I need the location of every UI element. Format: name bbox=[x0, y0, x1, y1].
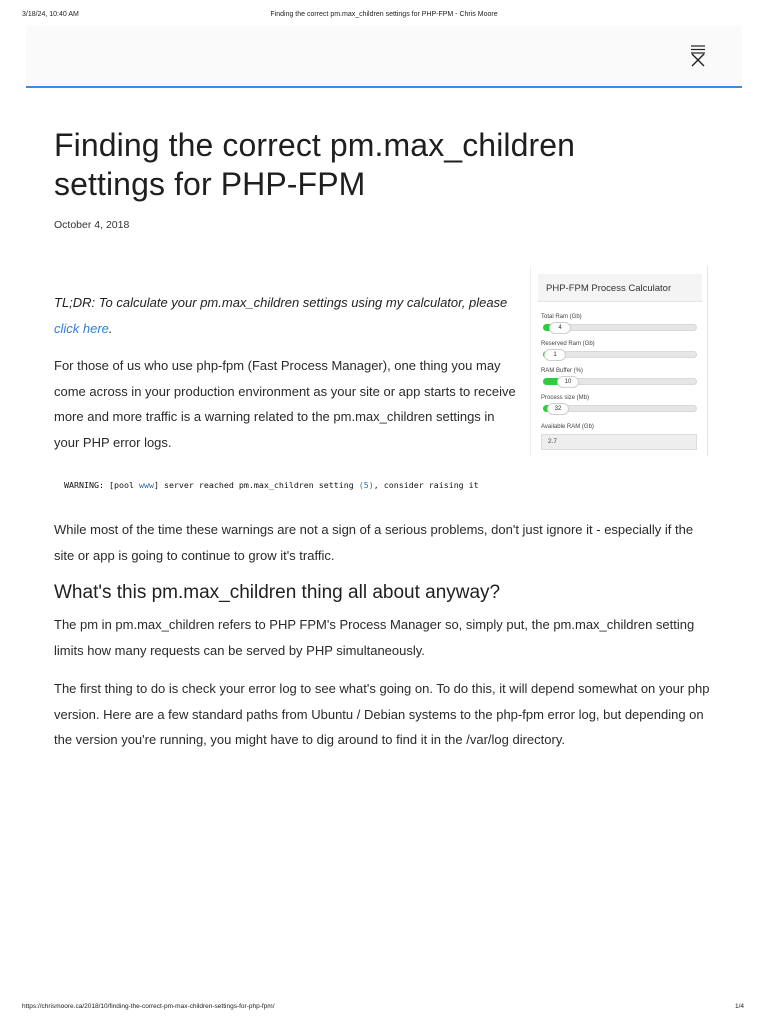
print-header bbox=[0, 11, 768, 23]
calc-field-label: Reserved Ram (Gb) bbox=[541, 341, 595, 347]
slider-handle: 4 bbox=[549, 322, 571, 334]
print-datetime: 3/18/24, 10:40 AM bbox=[22, 11, 79, 18]
code-token: ( bbox=[358, 480, 364, 490]
print-footer bbox=[0, 1003, 768, 1015]
section-heading: What's this pm.max_children thing all about anyway? bbox=[54, 582, 501, 603]
print-doc-title: Finding the correct pm.max_children settings for PHP-FPM - Chris Moore bbox=[270, 11, 498, 18]
slider-handle: 32 bbox=[547, 403, 569, 415]
code-block bbox=[64, 480, 479, 490]
site-header bbox=[26, 26, 742, 88]
code-token: ) bbox=[368, 480, 374, 490]
code-token: www bbox=[138, 480, 154, 490]
calc-field-label: Process size (Mb) bbox=[541, 395, 590, 401]
tldr-text: TL;DR: To calculate your pm.max_children settings using my calculator, please bbox=[54, 295, 508, 310]
code-token: [pool bbox=[108, 480, 139, 490]
slider-handle: 1 bbox=[544, 349, 566, 361]
code-token: WARNING: bbox=[64, 480, 109, 490]
post-title: Finding the correct pm.max_children settings for PHP-FPM bbox=[54, 127, 576, 202]
calc-field-ram-buffer bbox=[541, 368, 699, 390]
calc-field-total-ram bbox=[541, 314, 699, 336]
menu-close-icon[interactable] bbox=[690, 44, 706, 68]
print-page-number: 1/4 bbox=[734, 1003, 744, 1010]
calc-field-process-size bbox=[541, 395, 699, 417]
code-token: 5 bbox=[363, 480, 369, 490]
calculator-link[interactable]: click here bbox=[54, 321, 109, 336]
tldr-suffix: . bbox=[108, 321, 113, 336]
calculator-header bbox=[538, 274, 702, 302]
warning-paragraph: While most of the time these warnings are not a sign of a serious problems, don't just ignore it - especially if the site or app is going to continue to grow it's traffic. bbox=[54, 522, 694, 563]
definition-paragraph: The pm in pm.max_children refers to PHP FPM's Process Manager so, simply put, the pm.max_children setting limits how many requests can be served by PHP simultaneously. bbox=[54, 617, 695, 658]
slider-track bbox=[543, 351, 697, 358]
print-url: https://chrismoore.ca/2018/10/finding-the-correct-pm-max-children-settings-for-php-fpm/ bbox=[22, 1003, 275, 1010]
calc-field-label: RAM Buffer (%) bbox=[541, 368, 583, 374]
tldr-paragraph bbox=[54, 290, 514, 342]
code-token: , consider raising it bbox=[373, 480, 479, 490]
slider-handle: 10 bbox=[557, 376, 579, 388]
post-date: October 4, 2018 bbox=[54, 219, 130, 231]
error-log-paragraph: The first thing to do is check your error log to see what's going on. To do this, it will depend somewhat on your php version. Here are a few standard paths from Ubuntu / Debian systems to the php-fpm error log, but depending on the version you're running, you might have to dig around to find it in the /var/log directory. bbox=[54, 681, 710, 748]
calculator-title: PHP-FPM Process Calculator bbox=[546, 283, 672, 294]
intro-paragraph: For those of us who use php-fpm (Fast Process Manager), one thing you may come across in your production environment as your site or app starts to receive more and more traffic is a warning related to the pm.max_children settings in your PHP error logs. bbox=[54, 358, 516, 451]
calc-result-label: Available RAM (Gb) bbox=[541, 424, 594, 430]
calculator-screenshot[interactable] bbox=[530, 266, 708, 456]
calc-field-reserved-ram bbox=[541, 341, 699, 363]
calc-field-label: Total Ram (Gb) bbox=[541, 314, 582, 320]
calc-result-value: 2.7 bbox=[541, 434, 697, 450]
code-token: ] server reached pm.max_children setting bbox=[153, 480, 359, 490]
